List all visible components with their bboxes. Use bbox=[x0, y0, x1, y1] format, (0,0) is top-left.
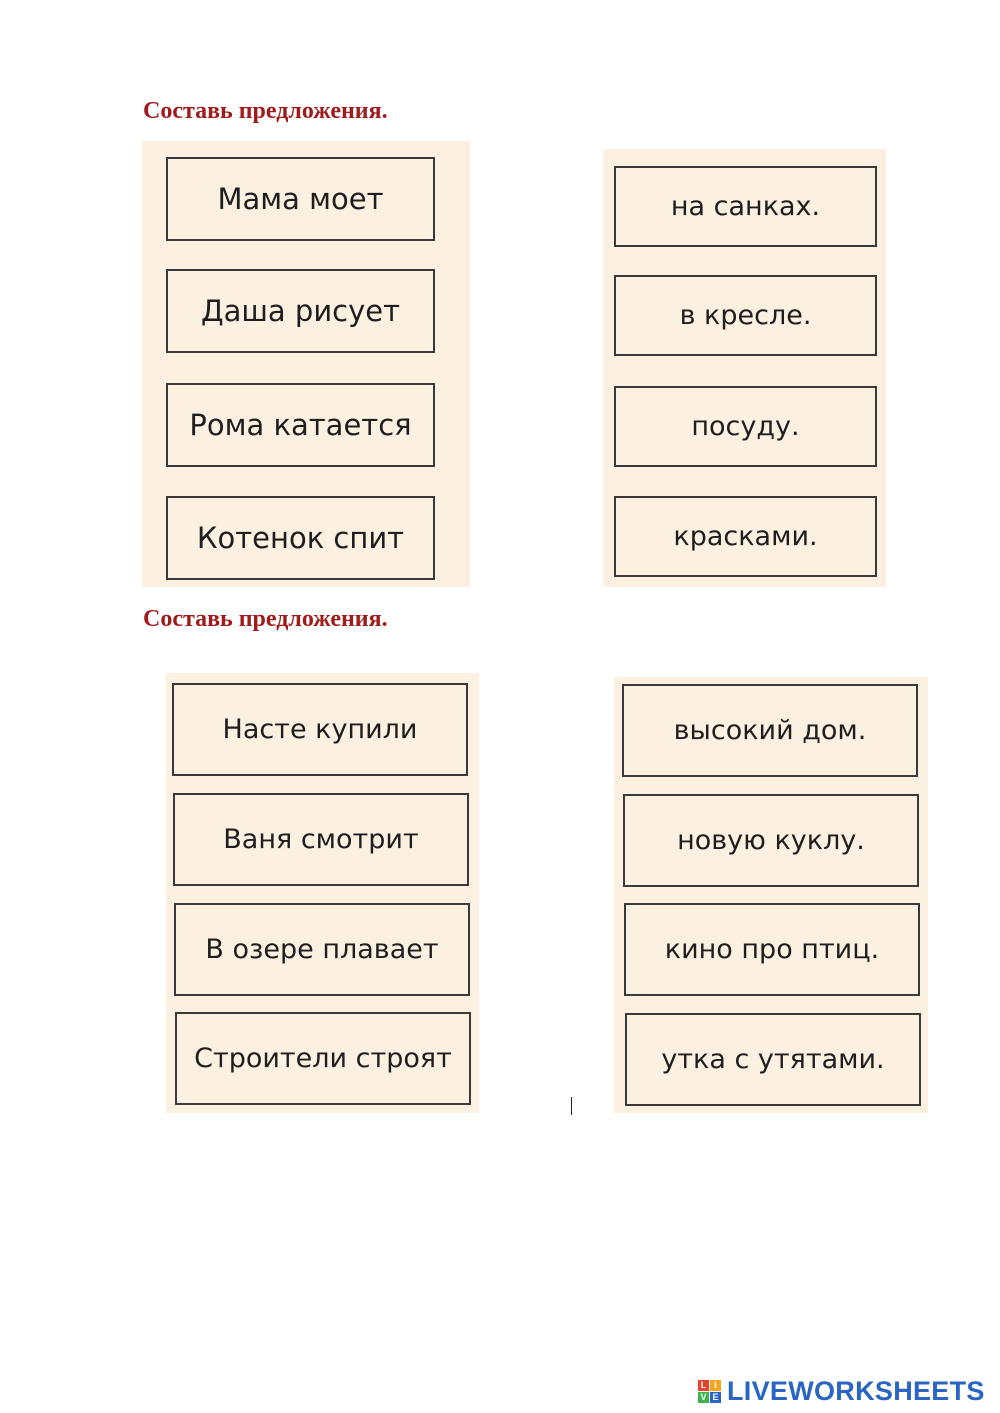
word-card[interactable]: в кресле. bbox=[614, 275, 877, 356]
word-card[interactable]: Ваня смотрит bbox=[173, 793, 469, 886]
liveworksheets-logo-icon bbox=[698, 1380, 721, 1403]
word-card[interactable]: на санках. bbox=[614, 166, 877, 247]
liveworksheets-watermark bbox=[698, 1378, 985, 1405]
word-card[interactable]: красками. bbox=[614, 496, 877, 577]
section2-heading: Составь предложения. bbox=[143, 606, 388, 632]
text-cursor bbox=[571, 1097, 572, 1115]
word-card[interactable]: утка с утятами. bbox=[625, 1013, 921, 1106]
section1-right-panel bbox=[603, 149, 886, 587]
word-card[interactable]: Мама моет bbox=[166, 157, 435, 241]
logo-tile: E bbox=[710, 1392, 721, 1403]
word-card[interactable]: Котенок спит bbox=[166, 496, 435, 580]
word-card[interactable]: высокий дом. bbox=[622, 684, 918, 777]
section1-heading: Составь предложения. bbox=[143, 98, 388, 124]
section2-left-panel bbox=[166, 673, 479, 1113]
word-card[interactable]: В озере плавает bbox=[174, 903, 470, 996]
word-card[interactable]: новую куклу. bbox=[623, 794, 919, 887]
section1-left-panel bbox=[142, 141, 470, 587]
logo-tile: I bbox=[710, 1380, 721, 1391]
word-card[interactable]: Даша рисует bbox=[166, 269, 435, 353]
section2-right-panel bbox=[614, 677, 928, 1113]
brand-name: LIVEWORKSHEETS bbox=[727, 1376, 985, 1406]
word-card[interactable]: Рома катается bbox=[166, 383, 435, 467]
logo-tile: V bbox=[698, 1392, 709, 1403]
word-card[interactable]: посуду. bbox=[614, 386, 877, 467]
word-card[interactable]: Строители строят bbox=[175, 1012, 471, 1105]
word-card[interactable]: Насте купили bbox=[172, 683, 468, 776]
word-card[interactable]: кино про птиц. bbox=[624, 903, 920, 996]
logo-tile: L bbox=[698, 1380, 709, 1391]
